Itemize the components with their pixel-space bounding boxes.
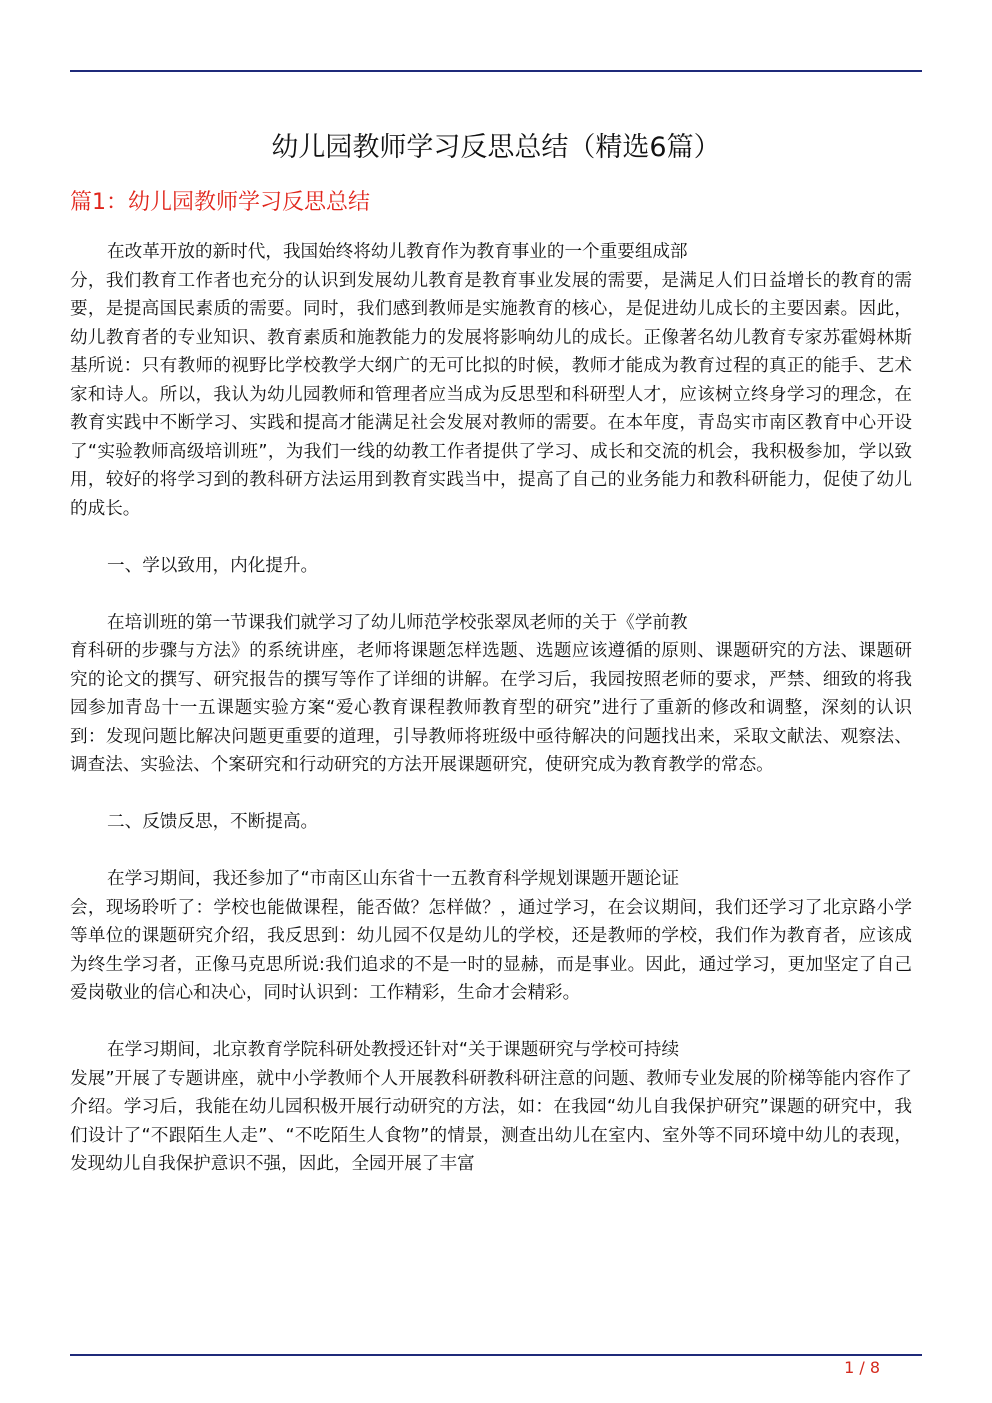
section-heading: 篇1：幼儿园教师学习反思总结 (70, 190, 370, 215)
paragraph (70, 1036, 912, 1179)
paragraph-first-line: 在学习期间，我还参加了“市南区山东省十一五教育科学规划课题开题论证 (107, 869, 680, 889)
subheading: 二、反馈反思，不断提高。 (107, 812, 319, 832)
paragraph-first-line: 在学习期间，北京教育学院科研处教授还针对“关于课题研究与学校可持续 (107, 1040, 680, 1060)
paragraph-text: 育科研的步骤与方法》的系统讲座，老师将课题怎样选题、选题应该遵循的原则、课题研究的方法、课题研究的论文的撰写、研究报告的撰写等作了详细的讲解。在学习后，我园按照老师的要求，严禁、细致的将我园参加青岛十一五课题实验方案“爱心教育课程教师教育型的研究”进行了重新的修改和调整，深刻的认识到：发现问题比解决问题更重要的道理，引导教师将班级中亟待解决的问题找出来，采取文献法、观察法、调查法、实验法、个案研究和行动研究的方法开展课题研究，使研究成为教育教学的常态。 (70, 641, 912, 775)
paragraph-text: 分，我们教育工作者也充分的认识到发展幼儿教育是教育事业发展的需要，是满足人们日益增长的教育的需要，是提高国民素质的需要。同时，我们感到教师是实施教育的核心，是促进幼儿成长的主要因素。因此，幼儿教育者的专业知识、教育素质和施教能力的发展将影响幼儿的成长。正像著名幼儿教育专家苏霍姆林斯基所说：只有教师的视野比学校教学大纲广的无可比拟的时候，教师才能成为教育过程的真正的能手、艺术家和诗人。所以，我认为幼儿园教师和管理者应当成为反思型和科研型人才，应该树立终身学习的理念，在教育实践中不断学习、实践和提高才能满足社会发展对教师的需要。在本年度，青岛实市南区教育中心开设了“实验教师高级培训班”，为我们一线的幼教工作者提供了学习、成长和交流的机会，我积极参加，学以致用，较好的将学习到的教科研方法运用到教育实践当中，提高了自己的业务能力和教科研能力，促使了幼儿的成长。 (70, 270, 912, 519)
document-title: 幼儿园教师学习反思总结（精选6篇） (271, 132, 721, 163)
paragraph (70, 238, 912, 523)
paragraph-first-line: 在改革开放的新时代，我国始终将幼儿教育作为教育事业的一个重要组成部 (107, 242, 688, 262)
header-rule (70, 70, 922, 72)
page-number: 1 / 8 (844, 1358, 880, 1377)
document-body (70, 238, 912, 1207)
paragraph (70, 865, 912, 1008)
paragraph-text: 发展”开展了专题讲座，就中小学教师个人开展教科研教科研注意的问题、教师专业发展的阶梯等能内容作了介绍。学习后，我能在幼儿园积极开展行动研究的方法，如：在我园“幼儿自我保护研究”课题的研究中，我们设计了“不跟陌生人走”、“不吃陌生人食物”的情景，测查出幼儿在室内、室外等不同环境中幼儿的表现，发现幼儿自我保护意识不强，因此，全园开展了丰富 (70, 1068, 912, 1174)
paragraph-first-line: 在培训班的第一节课我们就学习了幼儿师范学校张翠凤老师的关于《学前教 (107, 612, 688, 633)
subheading: 一、学以致用，内化提升。 (107, 555, 319, 576)
paragraph-text: 会，现场聆听了：学校也能做课程，能否做？怎样做？，通过学习，在会议期间，我们还学习了北京路小学等单位的课题研究介绍，我反思到：幼儿园不仅是幼儿的学校，还是教师的学校，我们作为教育者，应该成为终生学习者，正像马克思所说:我们追求的不是一时的显赫，而是事业。因此，通过学习，更加坚定了自己爱岗敬业的信心和决心，同时认识到：工作精彩，生命才会精彩。 (70, 897, 912, 1003)
paragraph (70, 609, 912, 780)
